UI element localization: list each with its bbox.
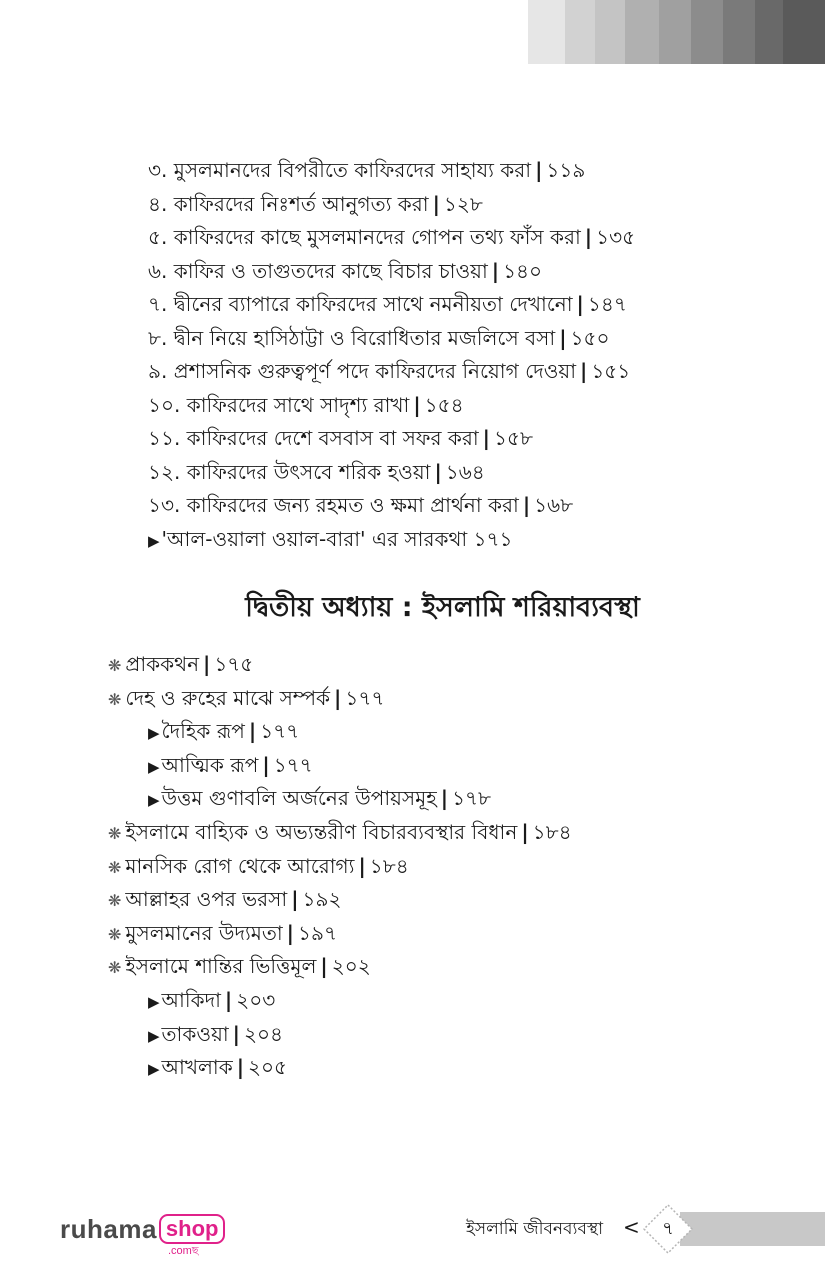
entry-title: দৈহিক রূপ	[161, 719, 245, 744]
entry-page: ২০২	[331, 954, 371, 979]
triangle-bullet-icon: ▶	[148, 1060, 160, 1079]
toc-entry	[148, 717, 299, 747]
header-bar-segment	[659, 0, 691, 64]
entry-number: ১২.	[148, 459, 187, 484]
entry-number: ৯.	[148, 359, 174, 383]
entry-title: দ্বীনের ব্যাপারে কাফিরদের সাথে নমনীয়তা দেখানো	[173, 292, 573, 316]
star-bullet-icon: ❋	[108, 824, 122, 843]
toc-entry	[108, 885, 341, 915]
entry-separator: |	[224, 988, 233, 1012]
entry-separator: |	[559, 325, 567, 350]
entry-page: ১৪৭	[587, 292, 627, 316]
toc-entry	[148, 391, 464, 419]
triangle-bullet-icon: ▶	[148, 724, 160, 743]
entry-title: আখলাক	[161, 1055, 233, 1080]
header-bar-segment	[528, 0, 565, 64]
triangle-bullet-icon: ▶	[148, 757, 160, 776]
entry-number: ১০.	[148, 392, 187, 417]
entry-title: কাফিরদের উৎসবে শরিক হওয়া	[186, 459, 431, 484]
chevron-left-icon: <	[623, 1215, 640, 1239]
toc-entry	[148, 190, 483, 218]
page-number: ৭	[662, 1218, 674, 1239]
toc-entry	[108, 818, 572, 848]
toc-entry	[148, 324, 609, 352]
entry-title: কাফিরদের জন্য রহমত ও ক্ষমা প্রার্থনা করা	[186, 493, 519, 517]
toc-entry	[148, 290, 627, 318]
entry-title: ইসলামে বাহ্যিক ও অভ্যন্তরীণ বিচারব্যবস্থার বিধান	[125, 820, 518, 844]
entry-title: মানসিক রোগ থেকে আরোগ্য	[125, 853, 355, 878]
ruhamashop-logo	[60, 1212, 225, 1257]
star-bullet-icon: ❋	[108, 891, 122, 911]
entry-separator: |	[584, 225, 593, 249]
toc-entry-summary	[148, 525, 513, 555]
toc-entry	[148, 1020, 283, 1050]
entry-title: ইসলামে শান্তির ভিত্তিমূল	[125, 954, 317, 979]
header-bar-segment	[595, 0, 625, 64]
toc-entry	[108, 852, 409, 882]
entry-separator: |	[334, 685, 342, 710]
entry-page: ১৭১	[467, 526, 513, 551]
entry-separator: |	[535, 158, 543, 182]
star-bullet-icon: ❋	[108, 924, 122, 944]
toc-entry	[148, 257, 542, 285]
toc-entry	[148, 458, 485, 486]
star-bullet-icon: ❋	[108, 689, 122, 709]
entry-separator: |	[358, 853, 366, 878]
entry-separator: |	[434, 459, 442, 484]
toc-entry	[148, 357, 630, 385]
entry-number: ১৩.	[148, 493, 187, 517]
entry-page: ১৯৭	[297, 920, 337, 945]
toc-entry	[148, 986, 275, 1016]
header-bar-segment	[625, 0, 659, 64]
entry-page: ১৮৪	[369, 853, 409, 878]
header-bar-segment	[691, 0, 723, 64]
entry-separator: |	[413, 392, 421, 417]
entry-number: ৩.	[148, 158, 174, 182]
toc-entry	[148, 1053, 287, 1083]
entry-separator: |	[232, 1021, 240, 1046]
star-bullet-icon: ❋	[108, 656, 122, 675]
entry-separator: |	[291, 887, 299, 912]
entry-page: ১৩৫	[596, 225, 636, 249]
entry-separator: |	[521, 820, 529, 844]
logo-shop-badge: shop	[159, 1214, 226, 1244]
entry-separator: |	[203, 652, 211, 676]
entry-number: ৭.	[148, 292, 174, 316]
entry-separator: |	[482, 426, 490, 450]
entry-title: দ্বীন নিয়ে হাসিঠাট্টা ও বিরোধিতার মজলিসে বসা	[173, 325, 556, 350]
entry-number: ১১.	[148, 426, 187, 450]
triangle-bullet-icon: ▶	[148, 1026, 160, 1045]
entry-title: মুসলমানদের বিপরীতে কাফিরদের সাহায্য করা	[173, 158, 532, 182]
entry-number: ৫.	[148, 225, 174, 249]
entry-page: ১৭৭	[260, 719, 300, 744]
triangle-bullet-icon: ▶	[148, 791, 160, 810]
entry-title: প্রাককথন	[125, 652, 200, 676]
logo-ruhama-text: ruhama	[60, 1214, 157, 1244]
toc-entry	[108, 952, 371, 982]
entry-separator: |	[491, 258, 500, 283]
entry-separator: |	[286, 920, 294, 945]
footer-book-title: ইসলামি জীবনব্যবস্থা	[466, 1219, 604, 1239]
entry-title: 'আল-ওয়ালা ওয়াল-বারা' এর সারকথা	[161, 526, 468, 551]
entry-title: কাফিরদের কাছে মুসলমানদের গোপন তথ্য ফাঁস করা	[173, 225, 581, 249]
toc-entry	[148, 784, 491, 814]
entry-number: ৪.	[148, 191, 174, 216]
footer-gray-bar	[680, 1212, 825, 1246]
entry-separator: |	[522, 493, 531, 517]
entry-page: ২০৪	[243, 1021, 283, 1046]
toc-entry	[108, 919, 337, 949]
toc-entry	[148, 223, 635, 251]
toc-entry	[148, 424, 533, 452]
toc-entry	[108, 650, 253, 680]
entry-number: ৬.	[148, 258, 174, 283]
entry-page: ১৬৮	[534, 493, 574, 517]
entry-page: ১৭৭	[345, 685, 385, 710]
star-bullet-icon: ❋	[108, 857, 122, 877]
entry-title: কাফির ও তাগুতদের কাছে বিচার চাওয়া	[173, 258, 488, 283]
entry-title: তাকওয়া	[161, 1021, 229, 1046]
entry-page: ১২৮	[443, 191, 483, 216]
entry-title: কাফিরদের সাথে সাদৃশ্য রাখা	[186, 392, 410, 417]
entry-page: ১৫০	[570, 325, 610, 350]
entry-title: উত্তম গুণাবলি অর্জনের উপায়সমূহ	[161, 786, 437, 811]
toc-entry	[108, 684, 384, 714]
entry-separator: |	[236, 1055, 245, 1080]
header-color-bars	[528, 0, 825, 64]
entry-number: ৮.	[148, 325, 174, 350]
entry-title: আকিদা	[161, 988, 221, 1012]
entry-page: ১১৯	[546, 158, 586, 182]
entry-separator: |	[432, 191, 440, 216]
toc-entry	[148, 751, 313, 781]
entry-page: ১৫১	[591, 359, 631, 383]
entry-page: ১৭৮	[452, 786, 492, 811]
triangle-bullet-icon: ▶	[148, 531, 160, 550]
entry-separator: |	[440, 786, 449, 811]
entry-page: ১৪০	[503, 258, 543, 283]
entry-title: দেহ ও রুহের মাঝে সম্পর্ক	[125, 685, 331, 710]
entry-separator: |	[262, 752, 270, 777]
header-bar-segment	[565, 0, 595, 64]
entry-page: ১৫৪	[424, 392, 464, 417]
entry-title: কাফিরদের নিঃশর্ত আনুগত্য করা	[173, 191, 429, 216]
entry-title: প্রশাসনিক গুরুত্বপূর্ণ পদে কাফিরদের নিয়োগ দেওয়া	[173, 359, 576, 383]
entry-separator: |	[580, 359, 588, 383]
entry-title: কাফিরদের দেশে বসবাস বা সফর করা	[186, 426, 479, 450]
entry-title: আল্লাহর ওপর ভরসা	[125, 887, 288, 912]
entry-page: ১৭৫	[214, 652, 254, 676]
triangle-bullet-icon: ▶	[148, 993, 160, 1011]
entry-page: ১৮৪	[532, 820, 572, 844]
entry-separator: |	[320, 954, 328, 979]
chapter-heading: দ্বিতীয় অধ্যায় : ইসলামি শরিয়াব্যবস্থা	[245, 592, 640, 623]
entry-separator: |	[248, 719, 257, 744]
entry-title: আত্মিক রূপ	[161, 752, 259, 777]
toc-entry	[148, 156, 585, 184]
header-bar-segment	[755, 0, 783, 64]
entry-title: মুসলমানের উদ্যমতা	[125, 920, 283, 945]
entry-page: ২০৫	[248, 1055, 288, 1080]
header-bar-segment	[723, 0, 755, 64]
entry-page: ২০৩	[236, 988, 276, 1012]
star-bullet-icon: ❋	[108, 958, 122, 978]
entry-separator: |	[576, 292, 584, 316]
logo-domain-text: .comছ	[168, 1245, 199, 1257]
entry-page: ১৯২	[302, 887, 342, 912]
header-bar-segment	[783, 0, 825, 64]
toc-entry	[148, 491, 573, 519]
entry-page: ১৬৪	[445, 459, 485, 484]
entry-page: ১৭৭	[273, 752, 313, 777]
entry-page: ১৫৮	[493, 426, 533, 450]
